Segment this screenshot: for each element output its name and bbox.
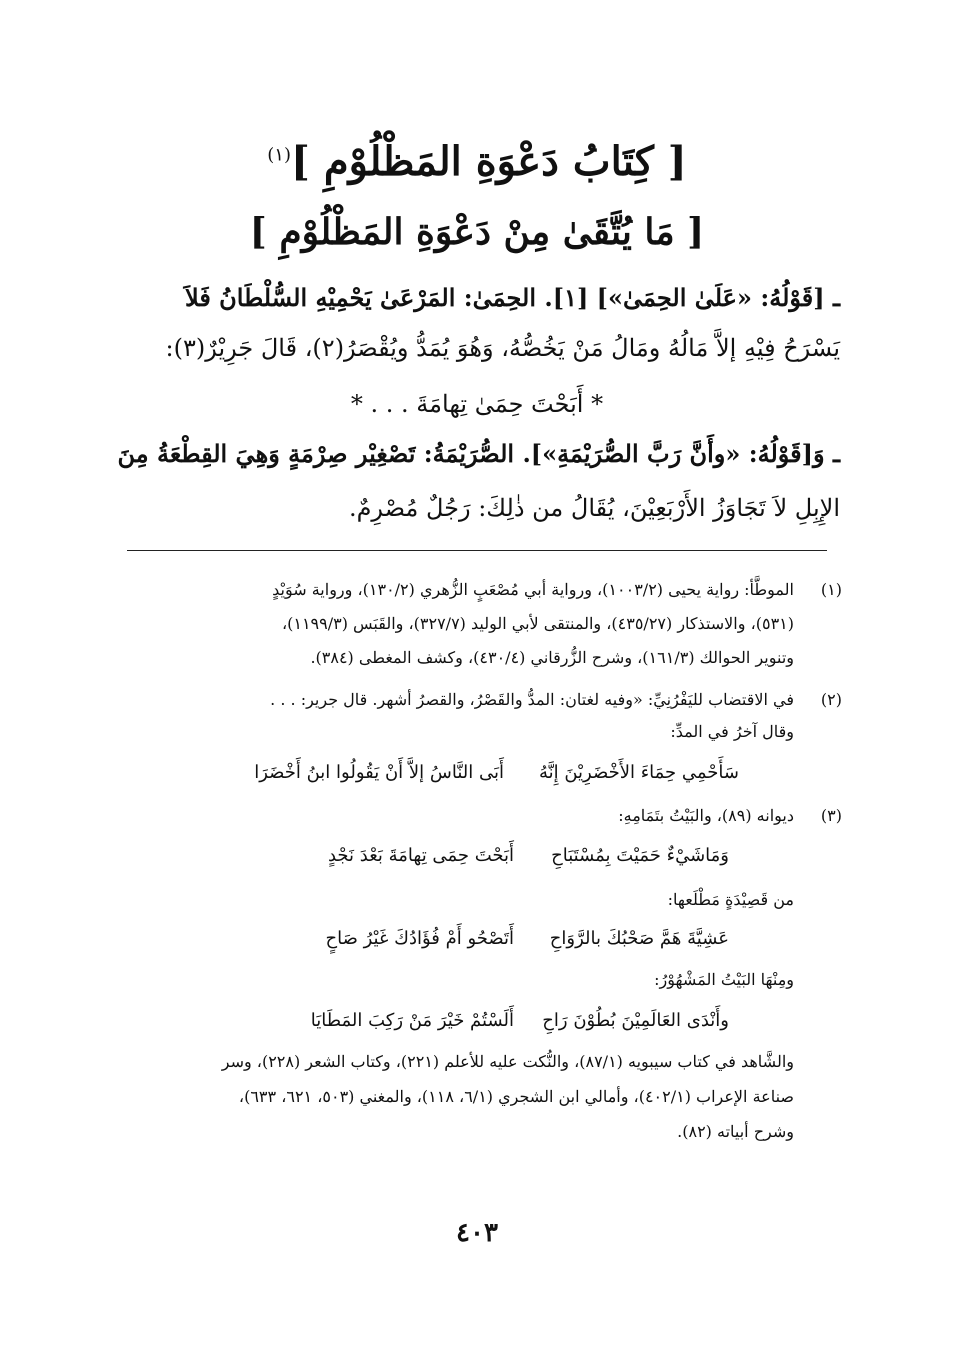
footnote-3-verse-1-right: أَبَحْتَ حِمَى تِهامَةَ بَعْدَ نَجْدٍ: [327, 845, 514, 866]
footnote-3-line-4: والشَّاهد في كتاب سيبويه (٨٧/١)، والنُّكت عليه للأعلم (٢٢١)، وكتاب الشعر (٢٢٨)، وسر: [221, 1052, 794, 1071]
footnote-1-line-3: وتنوير الحوالك (١٦١/٣)، وشرح الزُّرقاني (٤٣٠/٤)، وكشف المغطى (٣٨٤).: [310, 648, 794, 667]
footnote-3-verse-2-left: عَشِيَّةَ هَمَّ صَحْبُكَ بالرَّوَاحِ: [549, 928, 729, 949]
footnote-1-line-2: (٥٣١)، والاستذكار (٤٣٥/٢٧)، والمنتقى لأبي الوليد (٣٢٧/٧)، والقَبَس (١١٩٩/٣)،: [281, 614, 794, 633]
footnote-3-verse-2-right: أَتَصْحُو أَمْ فُؤَادُكَ غَيْرُ صَاحٍ: [325, 928, 514, 949]
poem-fragment: * أَبَحْتَ حِمَىٰ تِهامَةَ . . . *: [350, 390, 604, 418]
footnote-2-line-2: وقال آخرُ في المدِّ:: [670, 722, 794, 741]
footnote-3-number: (٣): [820, 806, 842, 825]
footnote-3-line-3: ومِنْهَا البَيْتُ المَشْهُوْرُ:: [654, 970, 794, 989]
chapter-title-text: [ كِتَابُ دَعْوَةِ المَظْلُوْمِ ]: [291, 138, 687, 185]
footnote-3-verse-3-left: وأَنْدَى العَالَمِيْنَ بُطُوْنَ رَاحِ: [542, 1010, 729, 1031]
chapter-title: [0, 140, 954, 184]
footnote-3-verse-3-right: أَلَسْتُمْ خَيْرَ مَنْ رَكِبَ المَطَايَا: [310, 1010, 514, 1031]
footnote-2-verse-left: سَأَحْمِي حِمَاءَ الأَخْضَرِيْنَ إِنَّهُ: [538, 762, 739, 783]
footnote-2-verse-right: أَبَى النَّاسُ إلاَّ أَنْ يَقُولُوا ابنُ أَخْضَرَا: [254, 762, 504, 783]
section-title: [ مَا يُتَّقَىٰ مِنْ دَعْوَةِ المَظْلُوْمِ ]: [249, 211, 705, 253]
footnote-1-line-1: الموطَّأ: رواية يحيى (١٠٠٣/٢)، ورواية أبي مُصْعَبٍ الزُّهري (١٣٠/٢)، ورواية سُوَيْدٍ: [272, 580, 794, 599]
footnote-3-line-6: وشرح أبياته (٨٢).: [677, 1122, 794, 1141]
body-line-1: ـ [قَوْلُهُ: «عَلَىٰ الحِمَىٰ»] [١]. الحِمَىٰ: المَرْعَىٰ يَحْمِيْهِ السُّلْطَانُ فَلاَ: [185, 283, 840, 312]
body-line-2: يَسْرَحُ فِيْهِ إلاَّ مَالُهُ ومَالُ مَنْ يَخُصُّهُ، وَهُوَ يُمَدُّ ويُقْصَرُ(٢)، قَالَ جَرِيْرٌ(٣):: [165, 334, 840, 362]
footnote-3-line-1: ديوانه (٨٩)، والبَيْتُ بتَمَامِهِ:: [618, 806, 794, 825]
footnote-1-number: (١): [820, 580, 842, 599]
body-line-5: الإِبِلِ لاَ تَجَاوَزُ الأَرْبَعِيْنَ، يُقَالُ من ذٰلِكَ: رَجُلٌ مُصْرِمٌ.: [348, 494, 840, 522]
page-number: ٤٠٣: [456, 1218, 498, 1248]
footnote-2-line-1: في الاقتضاب لليَفْرُنِيِّ: «وفيه لغتان: المدُّ والقَصْرُ، والقصرُ أشهر. قال جرير: . . .: [270, 690, 794, 709]
body-line-4: ـ وَ[قَوْلُهُ: «وأَنَّ رَبَّ الصُّرَيْمَةِ»]. الصُّرَيْمَةُ: تَصْغِيْر صِرْمَةٍ وَهِيَ القِطْعَةُ مِنَ: [117, 439, 840, 468]
footnote-3-line-5: صناعة الإعراب (٤٠٢/١)، وأمالي ابن الشجري (٦/١، ١١٨)، والمغني (٥٠٣، ٦٢١، ٦٣٣)،: [238, 1087, 794, 1106]
footnote-2-number: (٢): [820, 690, 842, 709]
chapter-title-footnote-ref: (١): [267, 144, 291, 166]
footnote-3-line-2: من قَصِيْدَةٍ مَطْلَعها:: [667, 890, 794, 909]
footnote-3-verse-1-left: وَمَاشَيْءٌ حَمَيْتَ بِمُسْتَبَاحِ: [551, 845, 729, 866]
footnote-separator: [127, 550, 827, 551]
